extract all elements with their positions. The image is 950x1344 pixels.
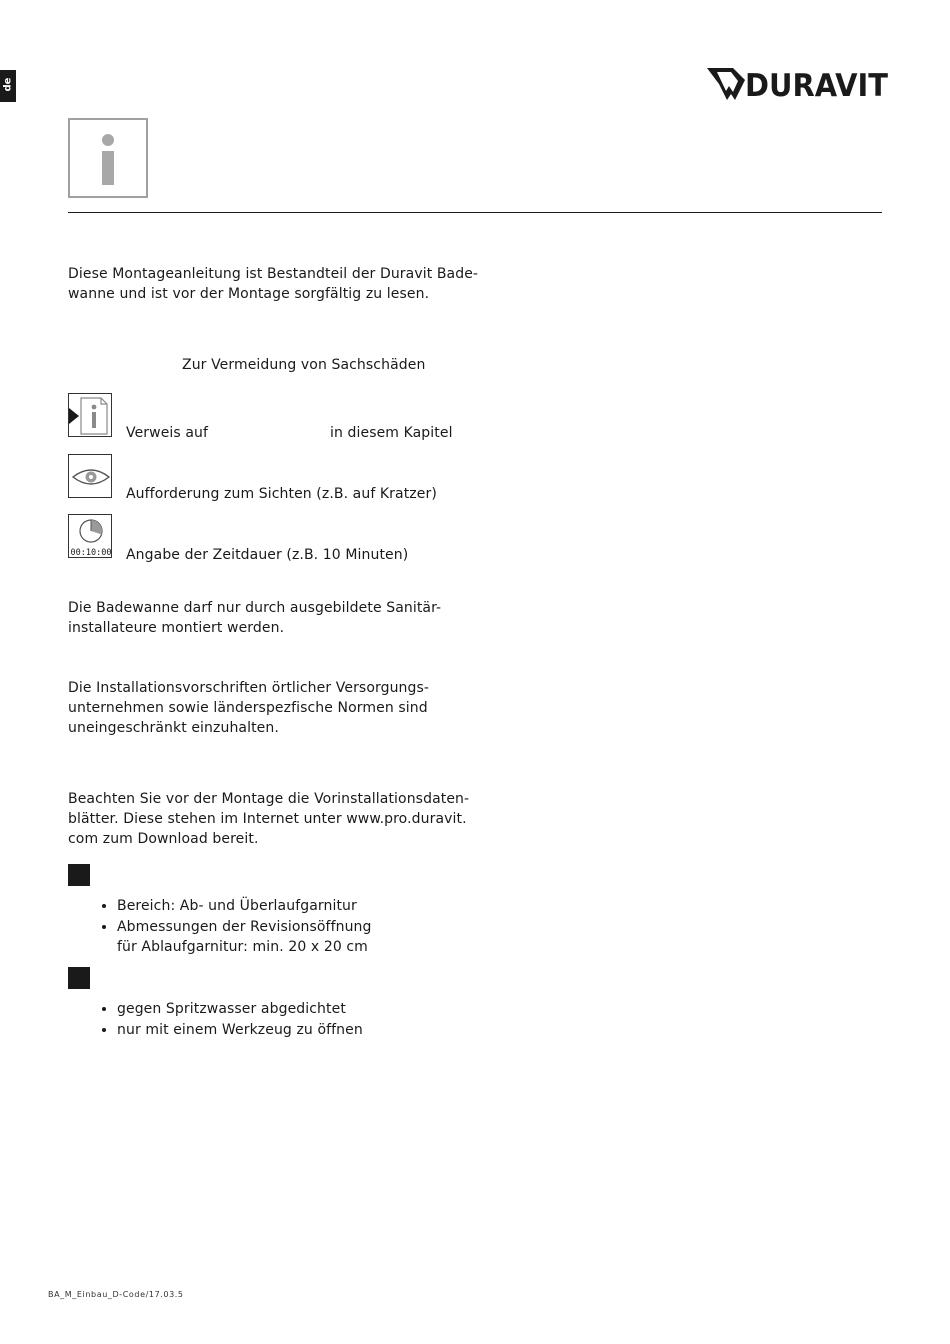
duravit-logo bbox=[705, 64, 890, 104]
installers-paragraph: Die Badewanne darf nur durch ausgebildete Sanitär- installateure montiert werden. bbox=[68, 600, 442, 636]
list-item: Bereich: Ab- und Überlaufgarnitur bbox=[100, 896, 460, 916]
list-item: gegen Spritzwasser abgedichtet bbox=[100, 999, 460, 1019]
list-item: Abmessungen der Revisionsöffnung für Ablaufgarnitur: min. 20 x 20 cm bbox=[100, 917, 460, 957]
timer-label: 00:10:00 bbox=[70, 548, 112, 558]
timer-symbol-text: Angabe der Zeitdauer (z.B. 10 Minuten) bbox=[126, 547, 409, 563]
eye-icon bbox=[69, 455, 113, 499]
revision-opening-list bbox=[100, 896, 460, 957]
language-tab bbox=[0, 70, 16, 102]
section-marker-2 bbox=[68, 967, 90, 989]
header-divider bbox=[68, 212, 882, 213]
duravit-logo-mark bbox=[705, 64, 890, 104]
timer-icon bbox=[69, 515, 113, 559]
document-code-footer: BA_M_Einbau_D-Code/17.03.5 bbox=[48, 1290, 184, 1299]
preinstall-paragraph: Beachten Sie vor der Montage die Vorinstallationsdaten- blätter. Diese stehen im Internet unter www.pro.duravit. com zum Download bereit. bbox=[68, 791, 470, 847]
timer-symbol-box bbox=[68, 514, 112, 558]
reference-symbol-box bbox=[68, 393, 112, 437]
section-marker-1 bbox=[68, 864, 90, 886]
reference-symbol-text: Verweis auf in diesem Kapitel bbox=[126, 425, 453, 441]
list-item: nur mit einem Werkzeug zu öffnen bbox=[100, 1020, 460, 1040]
cover-requirements-list bbox=[100, 999, 460, 1040]
inspection-symbol-box bbox=[68, 454, 112, 498]
document-info-icon bbox=[69, 394, 113, 438]
svg-text:DURAVIT: DURAVIT bbox=[745, 68, 888, 104]
info-icon-box bbox=[68, 118, 148, 198]
damage-note: Zur Vermeidung von Sachschäden bbox=[182, 357, 426, 373]
inspection-symbol-text: Aufforderung zum Sichten (z.B. auf Kratzer) bbox=[126, 486, 437, 502]
info-icon bbox=[70, 120, 146, 196]
intro-paragraph: Diese Montageanleitung ist Bestandteil der Duravit Bade- wanne und ist vor der Montage sorgfältig zu lesen. bbox=[68, 266, 479, 302]
regulations-paragraph: Die Installationsvorschriften örtlicher Versorgungs- unternehmen sowie länderspezfische Normen sind uneingeschränkt einzuhalten. bbox=[68, 680, 430, 736]
language-label: de bbox=[2, 77, 14, 92]
